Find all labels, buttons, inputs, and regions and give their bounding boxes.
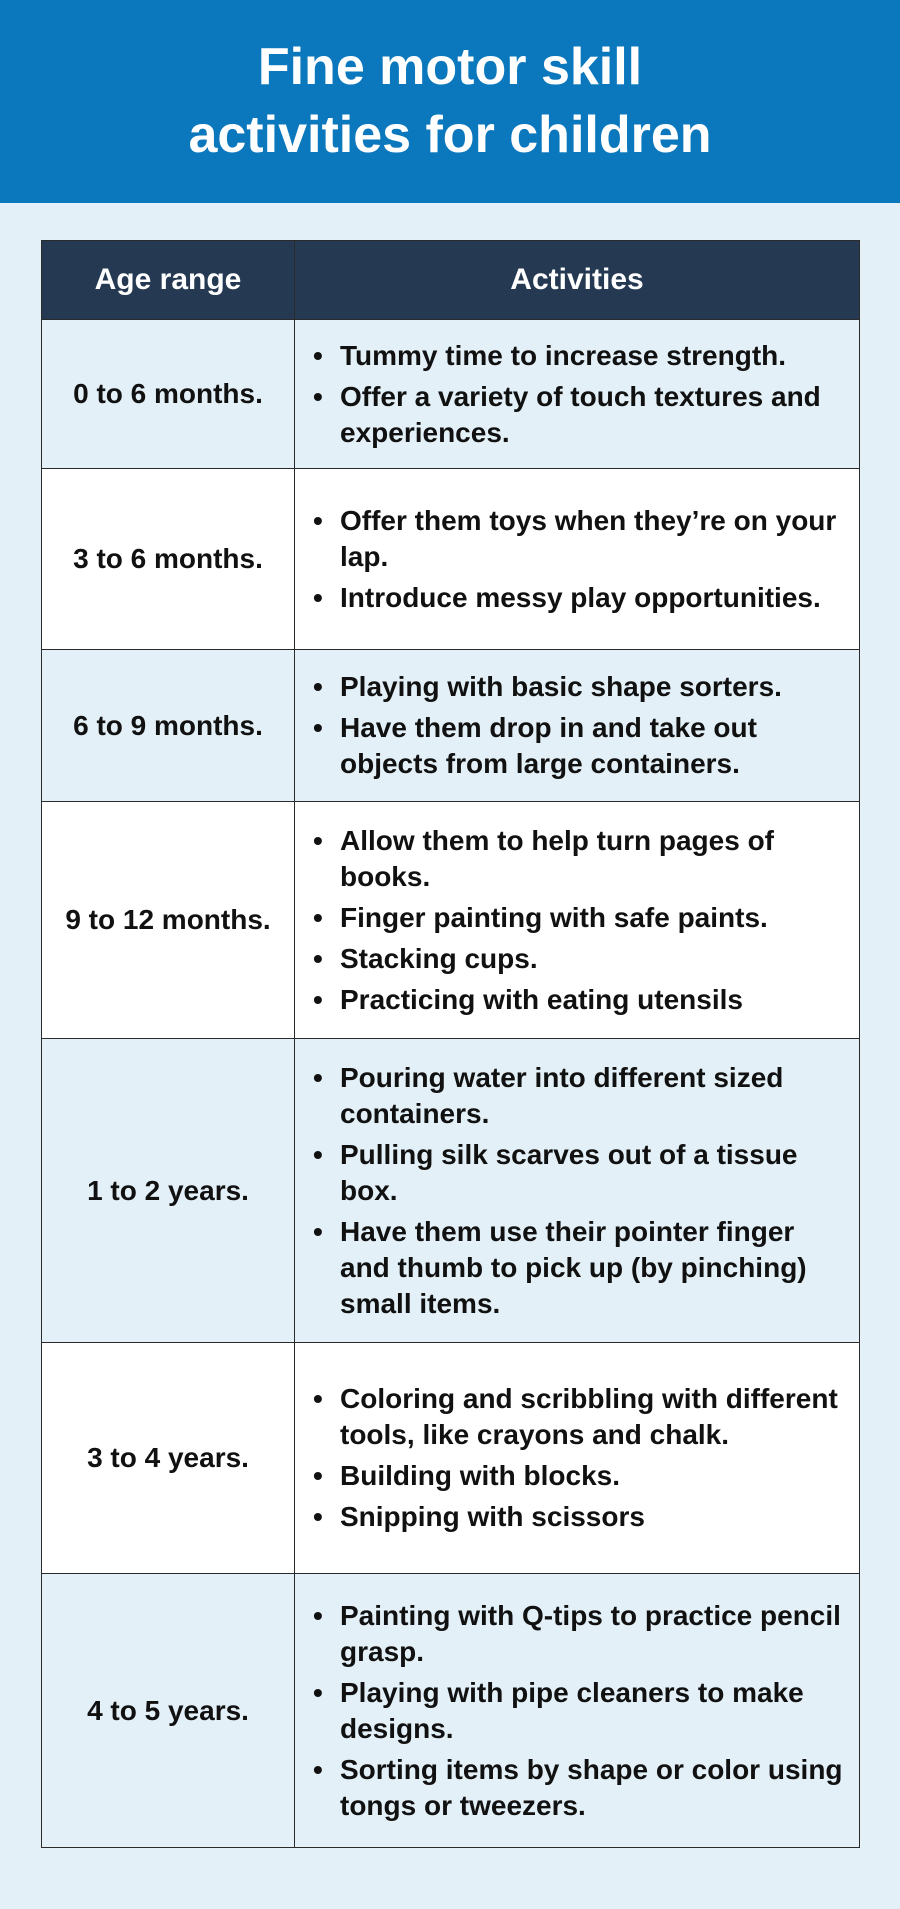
list-item: [313, 710, 845, 782]
activity-text: Finger painting with safe paints.: [340, 901, 768, 933]
activities-cell: [295, 1343, 860, 1574]
list-item: [313, 1598, 845, 1670]
activity-text: Snipping with scissors: [340, 1501, 645, 1532]
list-item: [313, 669, 845, 705]
activity-text: Offer them toys when they’re on your lap.: [340, 504, 837, 572]
activities-list: [313, 669, 845, 782]
activities-cell: [295, 320, 860, 469]
bullet-icon: •: [313, 1061, 323, 1093]
list-item: [313, 338, 845, 374]
age-range-cell: 3 to 6 months.: [42, 469, 295, 650]
bullet-icon: •: [313, 901, 323, 933]
activity-text: Allow them to help turn pages of books.: [340, 824, 774, 892]
age-range-cell: 3 to 4 years.: [42, 1343, 295, 1574]
activity-text: Tummy time to increase strength.: [340, 339, 787, 371]
table-row: [42, 802, 860, 1039]
activity-text: Introduce messy play opportunities.: [340, 581, 821, 613]
list-item: [313, 503, 845, 575]
bullet-icon: •: [313, 339, 323, 371]
page-title: Fine motor skill activities for children: [188, 37, 712, 164]
list-item: [313, 1137, 845, 1209]
table-body: [42, 320, 860, 1848]
table-row: [42, 469, 860, 650]
activity-text: Pulling silk scarves out of a tissue box.: [340, 1138, 798, 1206]
header-banner: [0, 0, 900, 203]
bullet-icon: •: [313, 1676, 323, 1708]
bullet-icon: •: [313, 671, 323, 702]
activities-list: [313, 823, 845, 1018]
list-item: [313, 1060, 845, 1132]
activities-list: [313, 503, 845, 616]
age-range-cell: 6 to 9 months.: [42, 650, 295, 802]
list-item: [313, 1752, 845, 1824]
list-item: [313, 982, 845, 1018]
age-range-cell: 9 to 12 months.: [42, 802, 295, 1039]
activity-text: Playing with pipe cleaners to make designs.: [340, 1676, 804, 1744]
bullet-icon: •: [313, 983, 323, 1015]
activities-list: [313, 1598, 845, 1824]
list-item: [313, 941, 845, 977]
activity-text: Building with blocks.: [340, 1460, 620, 1491]
activities-list: [313, 338, 845, 451]
table-row: [42, 650, 860, 802]
activities-cell: [295, 469, 860, 650]
table-row: [42, 1039, 860, 1343]
activities-list: [313, 1381, 845, 1535]
bullet-icon: •: [313, 1501, 323, 1532]
table-header-row: [42, 241, 860, 320]
activities-list: [313, 1060, 845, 1322]
activity-text: Painting with Q-tips to practice pencil grasp.: [340, 1599, 841, 1667]
list-item: [313, 823, 845, 895]
list-item: [313, 1381, 845, 1453]
column-header-activities: Activities: [295, 241, 860, 320]
bullet-icon: •: [313, 1599, 323, 1631]
list-item: [313, 1214, 845, 1322]
bullet-icon: •: [313, 581, 323, 613]
activity-text: Pouring water into different sized containers.: [340, 1061, 784, 1129]
activities-cell: [295, 650, 860, 802]
bullet-icon: •: [313, 1383, 323, 1414]
activity-text: Offer a variety of touch textures and experiences.: [340, 380, 821, 448]
activity-text: Sorting items by shape or color using tongs or tweezers.: [340, 1753, 843, 1821]
list-item: [313, 1458, 845, 1494]
activity-text: Stacking cups.: [340, 942, 538, 974]
activities-cell: [295, 1039, 860, 1343]
age-range-cell: 4 to 5 years.: [42, 1574, 295, 1848]
bullet-icon: •: [313, 712, 323, 743]
activities-table: [41, 240, 860, 1848]
list-item: [313, 580, 845, 616]
activity-text: Have them drop in and take out objects from large containers.: [340, 712, 757, 779]
column-header-age-range: Age range: [42, 241, 295, 320]
list-item: [313, 1675, 845, 1747]
activity-text: Practicing with eating utensils: [340, 983, 743, 1015]
age-range-cell: 1 to 2 years.: [42, 1039, 295, 1343]
list-item: [313, 1499, 845, 1535]
activity-text: Have them use their pointer finger and thumb to pick up (by pinching) small items.: [340, 1215, 807, 1319]
table-row: [42, 1343, 860, 1574]
bullet-icon: •: [313, 1215, 323, 1247]
activities-cell: [295, 802, 860, 1039]
table-row: [42, 1574, 860, 1848]
list-item: [313, 379, 845, 451]
bullet-icon: •: [313, 504, 323, 536]
activity-text: Playing with basic shape sorters.: [340, 671, 782, 702]
bullet-icon: •: [313, 942, 323, 974]
list-item: [313, 900, 845, 936]
bullet-icon: •: [313, 824, 323, 856]
bullet-icon: •: [313, 1138, 323, 1170]
bullet-icon: •: [313, 380, 323, 412]
bullet-icon: •: [313, 1753, 323, 1785]
activity-text: Coloring and scribbling with different tools, like crayons and chalk.: [340, 1383, 838, 1450]
age-range-cell: 0 to 6 months.: [42, 320, 295, 469]
bullet-icon: •: [313, 1460, 323, 1491]
table-row: [42, 320, 860, 469]
activities-cell: [295, 1574, 860, 1848]
